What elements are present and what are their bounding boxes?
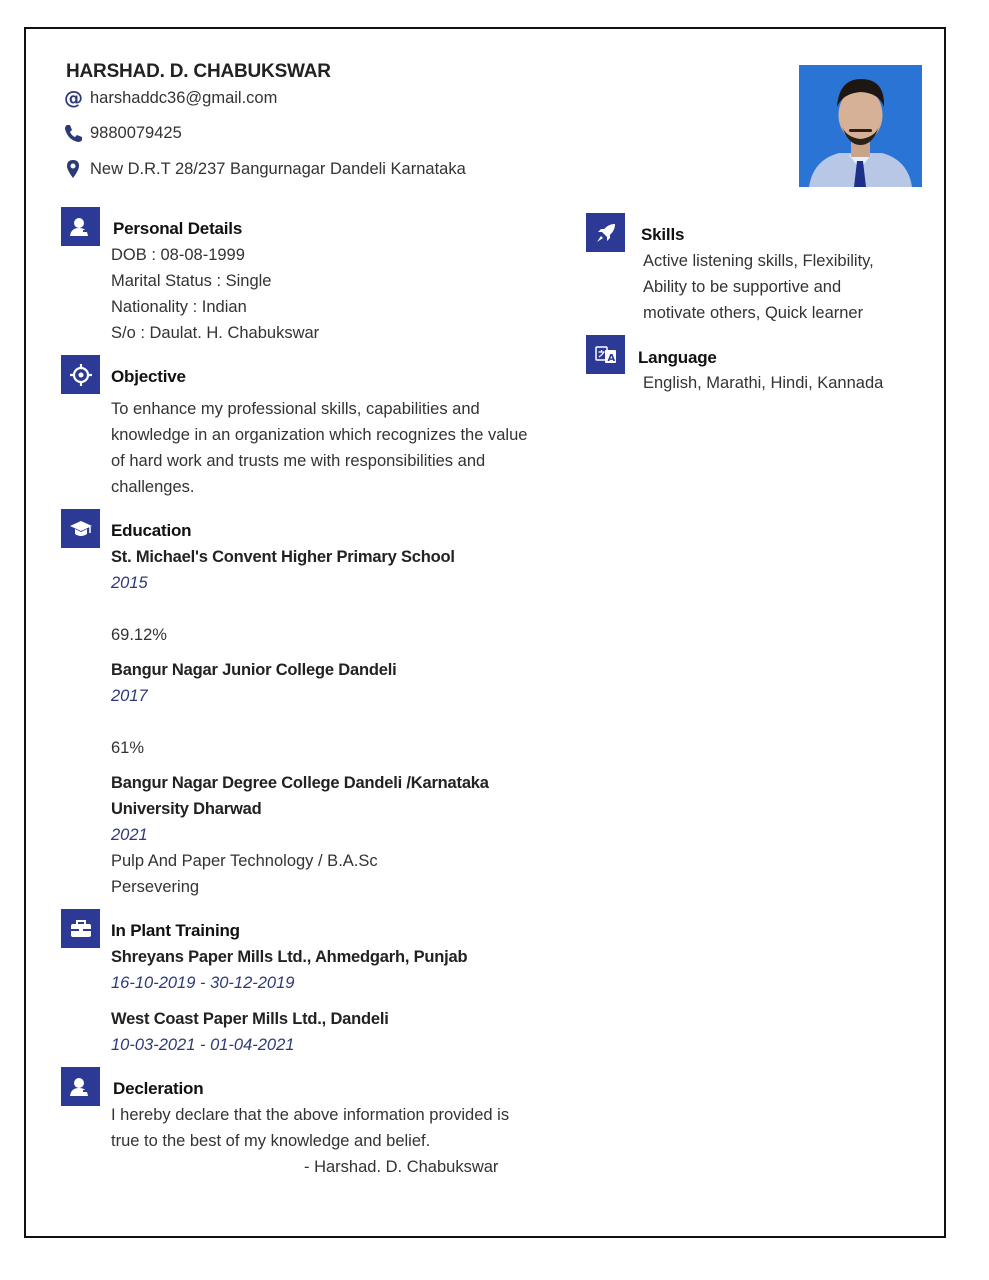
degree-college-name: Bangur Nagar Degree College Dandeli /Karnataka (111, 774, 489, 792)
education-icon (61, 509, 100, 548)
objective-body (111, 396, 527, 500)
objective-line: To enhance my professional skills, capabilities and (111, 400, 480, 418)
declaration-icon (61, 1067, 100, 1106)
declaration-line: true to the best of my knowledge and belief. (111, 1132, 431, 1150)
declaration-line: I hereby declare that the above information provided is (111, 1106, 510, 1124)
education-item-college (111, 657, 396, 761)
profile-photo (799, 65, 922, 187)
parent-line: S/o : Daulat. H. Chabukswar (111, 324, 320, 342)
nationality-line: Nationality : Indian (111, 298, 247, 316)
objective-line: knowledge in an organization which recognizes the value (111, 426, 528, 444)
education-item-school (111, 544, 455, 648)
personal-details-icon (61, 207, 100, 246)
degree-course: Pulp And Paper Technology / B.A.Sc (111, 852, 378, 870)
language-title: Language (638, 348, 717, 367)
email-row (62, 87, 277, 109)
degree-detail: Persevering (111, 878, 200, 896)
training-dates: 16-10-2019 - 30-12-2019 (111, 974, 295, 992)
address-text: New D.R.T 28/237 Bangurnagar Dandeli Karnataka (90, 159, 466, 178)
skills-line: motivate others, Quick learner (643, 304, 864, 322)
training-company: West Coast Paper Mills Ltd., Dandeli (111, 1010, 389, 1028)
svg-text:A: A (607, 352, 615, 364)
email-text[interactable]: harshaddc36@gmail.com (90, 88, 278, 107)
education-title: Education (111, 521, 192, 540)
objective-line: challenges. (111, 478, 195, 496)
school-score: 69.12% (111, 626, 167, 644)
marital-status-line: Marital Status : Single (111, 272, 272, 290)
training-title: In Plant Training (111, 921, 240, 940)
language-body: English, Marathi, Hindi, Kannada (643, 374, 884, 392)
location-pin-icon (62, 158, 84, 180)
signature: - Harshad. D. Chabukswar (304, 1158, 499, 1176)
personal-details-body (111, 242, 319, 346)
at-icon (62, 87, 84, 109)
address-row (62, 158, 466, 180)
svg-text:@: @ (64, 87, 83, 109)
declaration-title: Decleration (113, 1079, 204, 1098)
training-icon (61, 909, 100, 948)
language-translate-icon (586, 335, 625, 374)
skills-line: Active listening skills, Flexibility, (643, 252, 874, 270)
degree-year: 2021 (111, 826, 148, 844)
objective-icon (61, 355, 100, 394)
candidate-name: HARSHAD. D. CHABUKSWAR (66, 61, 331, 82)
skills-body (643, 248, 874, 326)
skills-rocket-icon (586, 213, 625, 252)
phone-icon (62, 122, 84, 144)
objective-title: Objective (111, 367, 186, 386)
school-name: St. Michael's Convent Higher Primary School (111, 548, 455, 566)
phone-row (62, 122, 182, 144)
training-item (111, 944, 467, 996)
training-item (111, 1006, 389, 1058)
skills-line: Ability to be supportive and (643, 278, 842, 296)
training-dates: 10-03-2021 - 01-04-2021 (111, 1036, 295, 1054)
profile-photo-image (799, 65, 922, 187)
skills-title: Skills (641, 225, 685, 244)
training-company: Shreyans Paper Mills Ltd., Ahmedgarh, Punjab (111, 948, 468, 966)
personal-details-title: Personal Details (113, 219, 243, 238)
dob-line: DOB : 08-08-1999 (111, 246, 245, 264)
phone-text[interactable]: 9880079425 (90, 123, 182, 142)
college-name: Bangur Nagar Junior College Dandeli (111, 661, 397, 679)
education-item-degree (111, 770, 489, 900)
school-year: 2015 (111, 574, 148, 592)
declaration-body (111, 1102, 509, 1154)
objective-line: of hard work and trusts me with responsibilities and (111, 452, 486, 470)
college-score: 61% (111, 739, 145, 757)
degree-university-name: University Dharwad (111, 800, 262, 818)
college-year: 2017 (111, 687, 148, 705)
